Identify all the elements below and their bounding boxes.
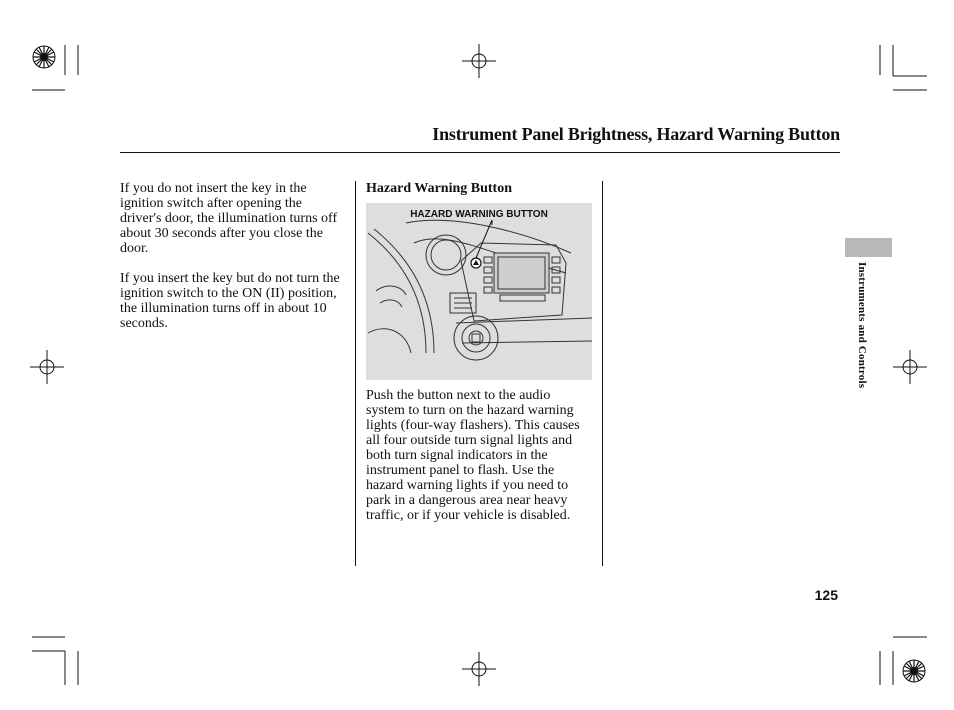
crosshair-circle-icon xyxy=(462,44,496,78)
crosshair-circle-icon xyxy=(462,652,496,686)
column-divider-left xyxy=(355,181,356,566)
figure-label: HAZARD WARNING BUTTON xyxy=(410,209,548,220)
section-heading: Hazard Warning Button xyxy=(366,181,512,196)
header-rule xyxy=(120,152,840,153)
section-tab xyxy=(845,238,892,257)
crosshair-circle-icon xyxy=(893,350,927,384)
starburst-registration-icon xyxy=(31,44,57,70)
crosshair-circle-icon xyxy=(30,350,64,384)
column-divider-right xyxy=(602,181,603,566)
hazard-description: Push the button next to the audio system to turn on the hazard warning lights (four-way flashers). This causes all four outside turn signal lights and both turn signal indicators in the instrument panel to flash. Use the hazard warning lights if you need to park in a dangerous area near heavy traffic, or if your vehicle is disabled. xyxy=(366,388,580,523)
page-title: Instrument Panel Brightness, Hazard Warning Button xyxy=(432,124,840,144)
starburst-registration-icon xyxy=(901,658,927,684)
paragraph: If you do not insert the key in the ignition switch after opening the driver's door, the illumination turns off about 30 seconds after you close the door. xyxy=(120,181,338,256)
paragraph: If you insert the key but do not turn the ignition switch to the ON (II) position, the illumination turns off in about 10 seconds. xyxy=(120,271,340,331)
left-column xyxy=(120,181,345,331)
hazard-button-figure xyxy=(366,203,592,380)
dashboard-illustration xyxy=(366,203,592,380)
page-number: 125 xyxy=(814,587,838,603)
section-tab-label: Instruments and Controls xyxy=(856,262,868,389)
